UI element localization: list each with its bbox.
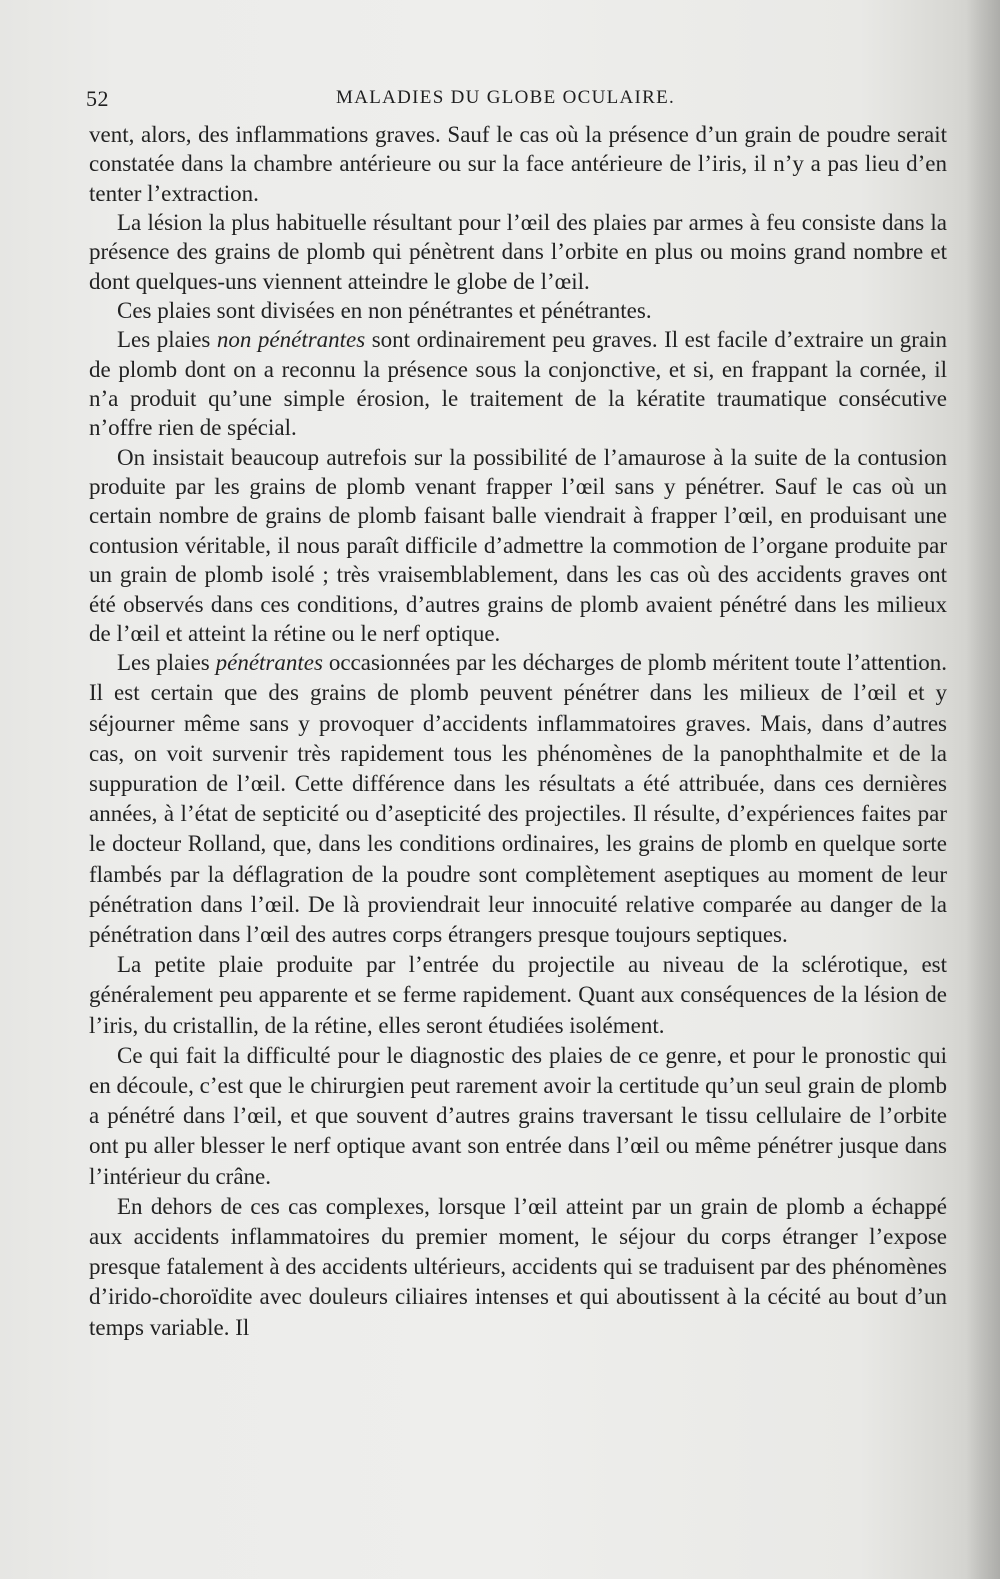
paragraph-continuation: vent, alors, des inflammations graves. Sauf le cas où la présence d’un grain de poudre serait constatée dans la chambre antérieure ou sur la face antérieure de l’iris, il n’y a pas lieu d’en tenter l’extraction. (89, 122, 947, 206)
paragraph-penetrating (89, 648, 947, 950)
emphasis-penetrating: pénétrantes (215, 650, 323, 676)
paragraph-firearm-wounds: La lésion la plus habituelle résultant pour l’œil des plaies par armes à feu consiste dans la présence des grains de plomb qui pénètrent dans l’orbite en plus ou moins grand nombre et dont quelques-uns viennent atteindre le globe de l’œil. (89, 210, 947, 294)
paragraph-classification: Ces plaies sont divisées en non pénétrantes et pénétrantes. (117, 298, 652, 324)
emphasis-non-penetrating: non pénétrantes (216, 327, 366, 353)
paragraph-text: Les plaies (117, 650, 216, 676)
paragraph-text: Les plaies (117, 327, 217, 353)
paragraph-complications: En dehors de ces cas complexes, lorsque l’œil atteint par un grain de plomb a échappé aux accidents inflammatoires du premier moment, le séjour du corps étranger l’expose presque fatalement à des accidents ultérieurs, accidents qui se traduisent par des phénomènes d’irido-choroïdite avec douleurs ciliaires intenses et qui aboutissent à la cécité au bout d’un temps variable. Il (89, 1193, 947, 1340)
paragraph-amaurosis: On insistait beaucoup autrefois sur la possibilité de l’amaurose à la suite de la contusion produite par les grains de plomb venant frapper l’œil sans y pénétrer. Sauf le cas où un certain nombre de grains de plomb faisant balle viendrait à frapper l’œil, en produisant une contusion véritable, il nous paraît difficile d’admettre la commotion de l’organe produite par un grain de plomb isolé ; très vraisemblablement, dans les cas où des accidents graves ont été observés dans ces conditions, d’autres grains de plomb avaient pénétré dans les milieux de l’œil et atteint la rétine ou le nerf optique. (89, 444, 947, 646)
paragraph-entry-wound: La petite plaie produite par l’entrée du projectile au niveau de la sclérotique, est généralement peu apparente et se ferme rapidement. Quant aux conséquences de la lésion de l’iris, du cristallin, de la rétine, elles seront étudiées isolément. (89, 952, 947, 1038)
paragraph-text: sont ordinairement peu graves. Il est facile d’extraire un grain de plomb dont on a reconnu la présence sous la conjonctive, et si, en frappant la cornée, il n’a produit qu’une simple érosion, le traitement de la kératite traumatique consécutive n’offre rien de spécial. (89, 327, 947, 441)
page-number: 52 (86, 86, 109, 111)
paragraph-diagnosis: Ce qui fait la difficulté pour le diagnostic des plaies de ce genre, et pour le pronostic qui en découle, c’est que le chirurgien peut rarement avoir la certitude qu’un seul grain de plomb a pénétré dans l’œil, et que souvent d’autres grains traversant le tissu cellulaire de l’orbite ont pu aller blesser le nerf optique avant son entrée dans l’œil ou même pénétrer jusque dans l’intérieur du crâne. (89, 1042, 947, 1189)
paragraph-text: occasionnées par les décharges de plomb méritent toute l’attention. Il est certain que des grains de plomb peuvent pénétrer dans les milieux de l’œil et y séjourner même sans y provoquer d’accidents inflammatoires graves. Mais, dans d’autres cas, on voit survenir très rapidement tous les phénomènes de la panophthalmite et de la suppuration de l’œil. Cette différence dans les résultats a été attribuée, dans ces dernières années, à l’état de septicité ou d’asepticité des projectiles. Il résulte, d’expériences faites par le docteur Rolland, que, dans les conditions ordinaires, les grains de plomb en quelque sorte flambés par la déflagration de la poudre sont complètement aseptiques au moment de leur pénétration dans l’œil. De là proviendrait leur innocuité relative comparée au danger de la pénétration dans l’œil des autres corps étrangers presque toujours septiques. (89, 650, 948, 948)
running-head: MALADIES DU GLOBE OCULAIRE. (336, 87, 676, 108)
paragraph-non-penetrating (89, 325, 947, 442)
body-text (89, 120, 947, 1343)
page-header (86, 86, 956, 116)
binding-shadow (966, 0, 1000, 1579)
